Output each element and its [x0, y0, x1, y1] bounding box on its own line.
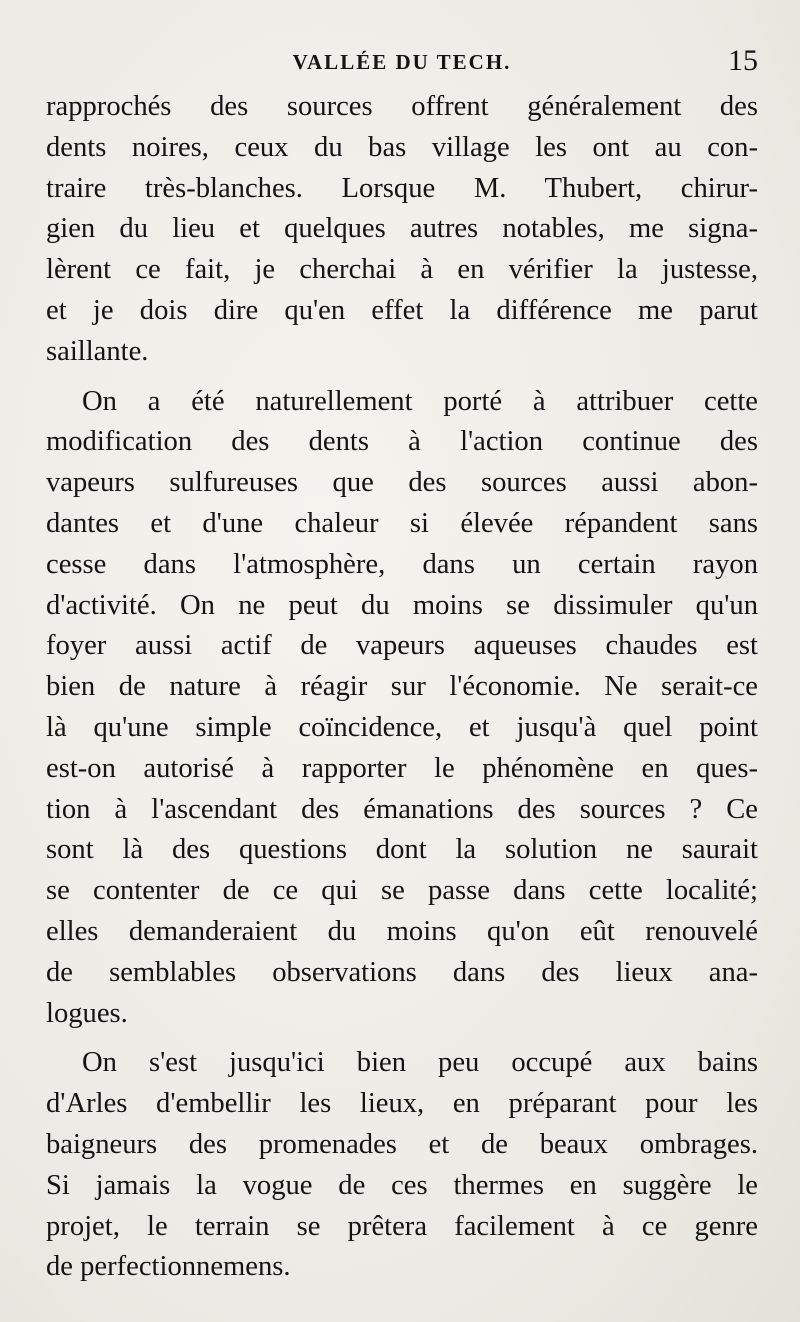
text-line: projet, le terrain se prêtera facilement à ce genre	[46, 1210, 758, 1242]
page-header	[46, 44, 758, 80]
text-line: bien de nature à réagir sur l'économie. Ne serait-ce	[46, 671, 758, 703]
text-line: vapeurs sulfureuses que des sources aussi abon-	[46, 467, 758, 499]
paragraph-2	[46, 382, 758, 1035]
text-line: tion à l'ascendant des émanations des sources ? Ce	[46, 793, 758, 825]
text-line: cesse dans l'atmosphère, dans un certain rayon	[46, 548, 758, 580]
text-line: dents noires, ceux du bas village les ont au con-	[46, 131, 758, 163]
text-line: d'Arles d'embellir les lieux, en préparant pour les	[46, 1088, 758, 1120]
page-number: 15	[728, 44, 758, 77]
text-line: lèrent ce fait, je cherchai à en vérifier la justesse,	[46, 254, 758, 286]
running-head: VALLÉE DU TECH.	[292, 50, 512, 74]
text-line: se contenter de ce qui se passe dans cette localité;	[46, 875, 758, 907]
text-line: modification des dents à l'action continue des	[46, 426, 758, 458]
text-line: sont là des questions dont la solution ne saurait	[46, 834, 758, 866]
body-text	[46, 87, 758, 1288]
text-line: de semblables observations dans des lieux ana-	[46, 956, 758, 988]
text-line: saillante.	[46, 335, 149, 367]
text-line: On s'est jusqu'ici bien peu occupé aux bains	[82, 1047, 758, 1079]
text-line: Si jamais la vogue de ces thermes en suggère le	[46, 1169, 758, 1201]
text-line: rapprochés des sources offrent généralement des	[46, 91, 758, 122]
text-line: traire très-blanches. Lorsque M. Thubert, chirur-	[46, 172, 758, 204]
text-line: est-on autorisé à rapporter le phénomène en ques-	[46, 752, 758, 784]
text-line: d'activité. On ne peut du moins se dissimuler qu'un	[46, 589, 758, 621]
paragraph-3	[46, 1043, 758, 1288]
paragraph-1	[46, 87, 758, 373]
text-line: là qu'une simple coïncidence, et jusqu'à quel point	[46, 711, 758, 743]
text-line: gien du lieu et quelques autres notables, me signa-	[46, 213, 758, 245]
text-line: foyer aussi actif de vapeurs aqueuses chaudes est	[46, 630, 758, 662]
text-line: baigneurs des promenades et de beaux ombrages.	[46, 1128, 758, 1160]
text-line: logues.	[46, 997, 128, 1029]
text-line: dantes et d'une chaleur si élevée répandent sans	[46, 507, 758, 539]
text-line: On a été naturellement porté à attribuer cette	[82, 385, 758, 417]
text-line: elles demanderaient du moins qu'on eût renouvelé	[46, 915, 758, 947]
text-line: de perfectionnemens.	[46, 1251, 291, 1283]
text-line: et je dois dire qu'en effet la différence me parut	[46, 294, 758, 326]
